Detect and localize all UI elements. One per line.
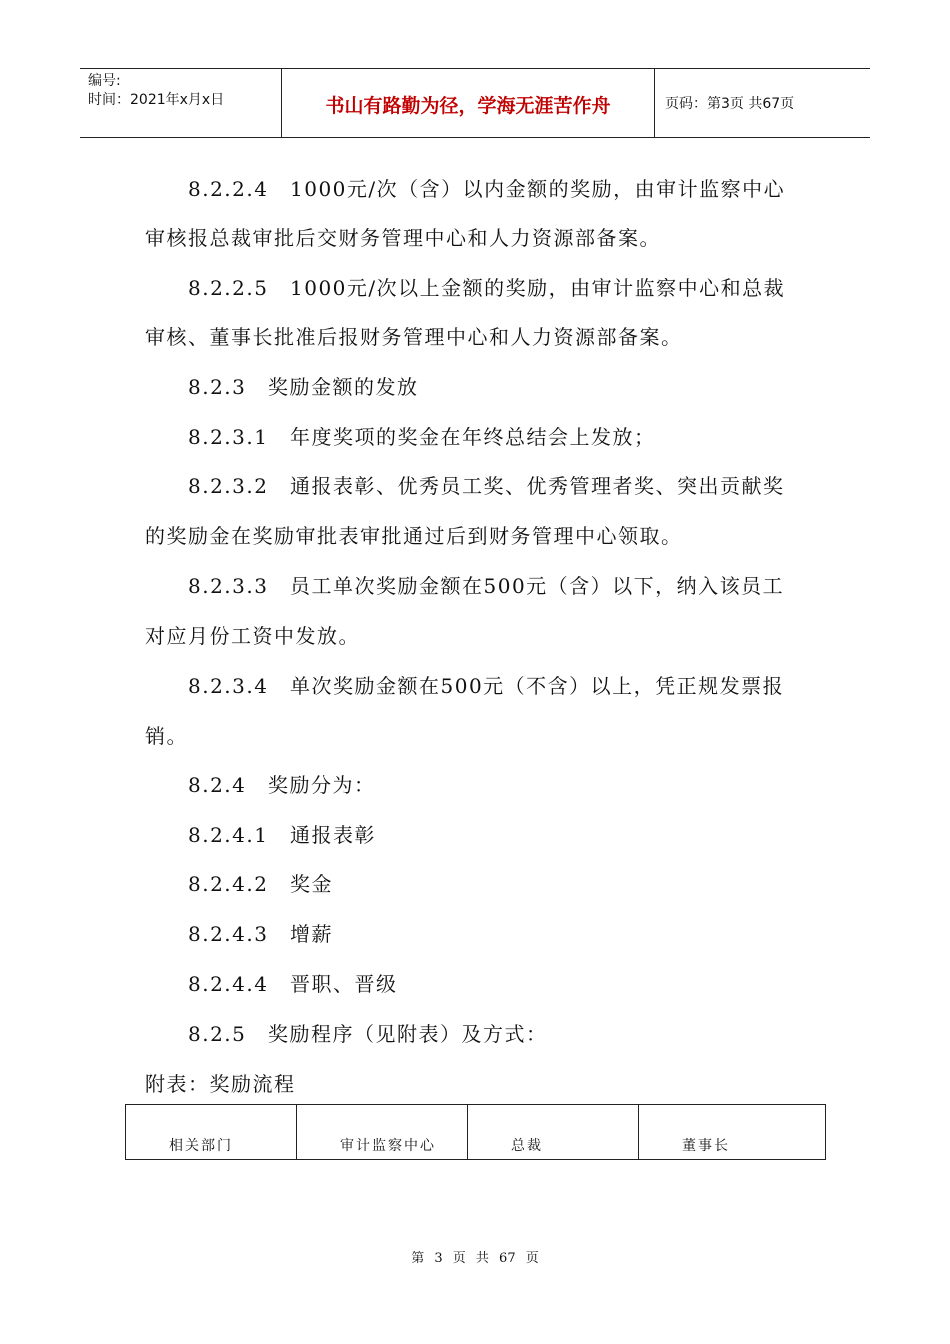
flow-column-header	[468, 1105, 639, 1159]
clause-number: 8.2.2.4	[188, 177, 269, 201]
clause-number: 8.2.4	[188, 773, 247, 797]
clause-number: 8.2.3.3	[188, 574, 269, 598]
column-label: 董事长	[682, 1138, 730, 1154]
para-line	[188, 173, 785, 202]
clause-text: 奖金	[290, 872, 333, 896]
flow-column-header	[639, 1105, 826, 1159]
clause-number: 8.2.4.4	[188, 972, 269, 996]
header-meta-cell	[80, 69, 282, 137]
para-line: 的奖励金在奖励审批表审批通过后到财务管理中心领取。	[145, 524, 683, 548]
para-line	[188, 968, 398, 997]
clause-text: 奖励分为：	[268, 773, 376, 797]
para-line: 审核报总裁审批后交财务管理中心和人力资源部备案。	[145, 226, 661, 250]
para-line	[188, 1018, 548, 1047]
flow-column-header	[297, 1105, 468, 1159]
para-line	[188, 371, 419, 400]
flow-column-header	[126, 1105, 297, 1159]
page-footer: 第 3 页 共 67 页	[411, 1251, 539, 1266]
serial-label: 编号:	[88, 73, 121, 89]
clause-number: 8.2.2.5	[188, 276, 269, 300]
time-label: 时间：2021年x月x日	[88, 92, 225, 108]
para-line: 对应月份工资中发放。	[145, 624, 360, 648]
clause-text: 通报表彰	[290, 823, 376, 847]
clause-number: 8.2.3	[188, 375, 247, 399]
appendix-label: 附表：奖励流程	[145, 1072, 296, 1096]
clause-number: 8.2.3.4	[188, 674, 269, 698]
para-line	[188, 769, 376, 798]
clause-text: 1000元/次以上金额的奖励，由审计监察中心和总裁	[290, 276, 786, 300]
para-line: 销。	[145, 724, 188, 748]
page-info: 页码：第3页 共67页	[665, 96, 795, 112]
clause-text: 通报表彰、优秀员工奖、优秀管理者奖、突出贡献奖	[290, 474, 785, 498]
para-line	[188, 918, 333, 947]
header-page-cell	[655, 69, 870, 137]
para-line	[188, 272, 785, 301]
clause-text: 晋职、晋级	[290, 972, 398, 996]
column-label: 总裁	[511, 1138, 543, 1154]
clause-number: 8.2.4.2	[188, 872, 269, 896]
clause-text: 年度奖项的奖金在年终总结会上发放；	[290, 425, 656, 449]
motto: 书山有路勤为径，学海无涯苦作舟	[325, 95, 611, 117]
para-line	[188, 670, 784, 699]
para-line	[188, 470, 785, 499]
clause-text: 单次奖励金额在500元（不含）以上，凭正规发票报	[290, 674, 785, 698]
para-line: 审核、董事长批准后报财务管理中心和人力资源部备案。	[145, 325, 683, 349]
column-label: 审计监察中心	[340, 1138, 436, 1154]
page-header	[80, 68, 870, 138]
clause-text: 增薪	[290, 922, 333, 946]
para-line	[188, 819, 376, 848]
clause-number: 8.2.3.1	[188, 425, 269, 449]
clause-number: 8.2.3.2	[188, 474, 269, 498]
clause-number: 8.2.4.1	[188, 823, 269, 847]
clause-number: 8.2.4.3	[188, 922, 269, 946]
para-line	[188, 421, 656, 450]
clause-number: 8.2.5	[188, 1022, 247, 1046]
clause-text: 员工单次奖励金额在500元（含）以下，纳入该员工	[290, 574, 785, 598]
clause-text: 奖励程序（见附表）及方式：	[268, 1022, 548, 1046]
column-label: 相关部门	[169, 1138, 233, 1154]
para-line	[188, 570, 784, 599]
header-motto-cell	[282, 69, 655, 137]
para-line	[188, 868, 333, 897]
clause-text: 1000元/次（含）以内金额的奖励，由审计监察中心	[290, 177, 786, 201]
flow-table	[125, 1104, 826, 1160]
clause-text: 奖励金额的发放	[268, 375, 419, 399]
